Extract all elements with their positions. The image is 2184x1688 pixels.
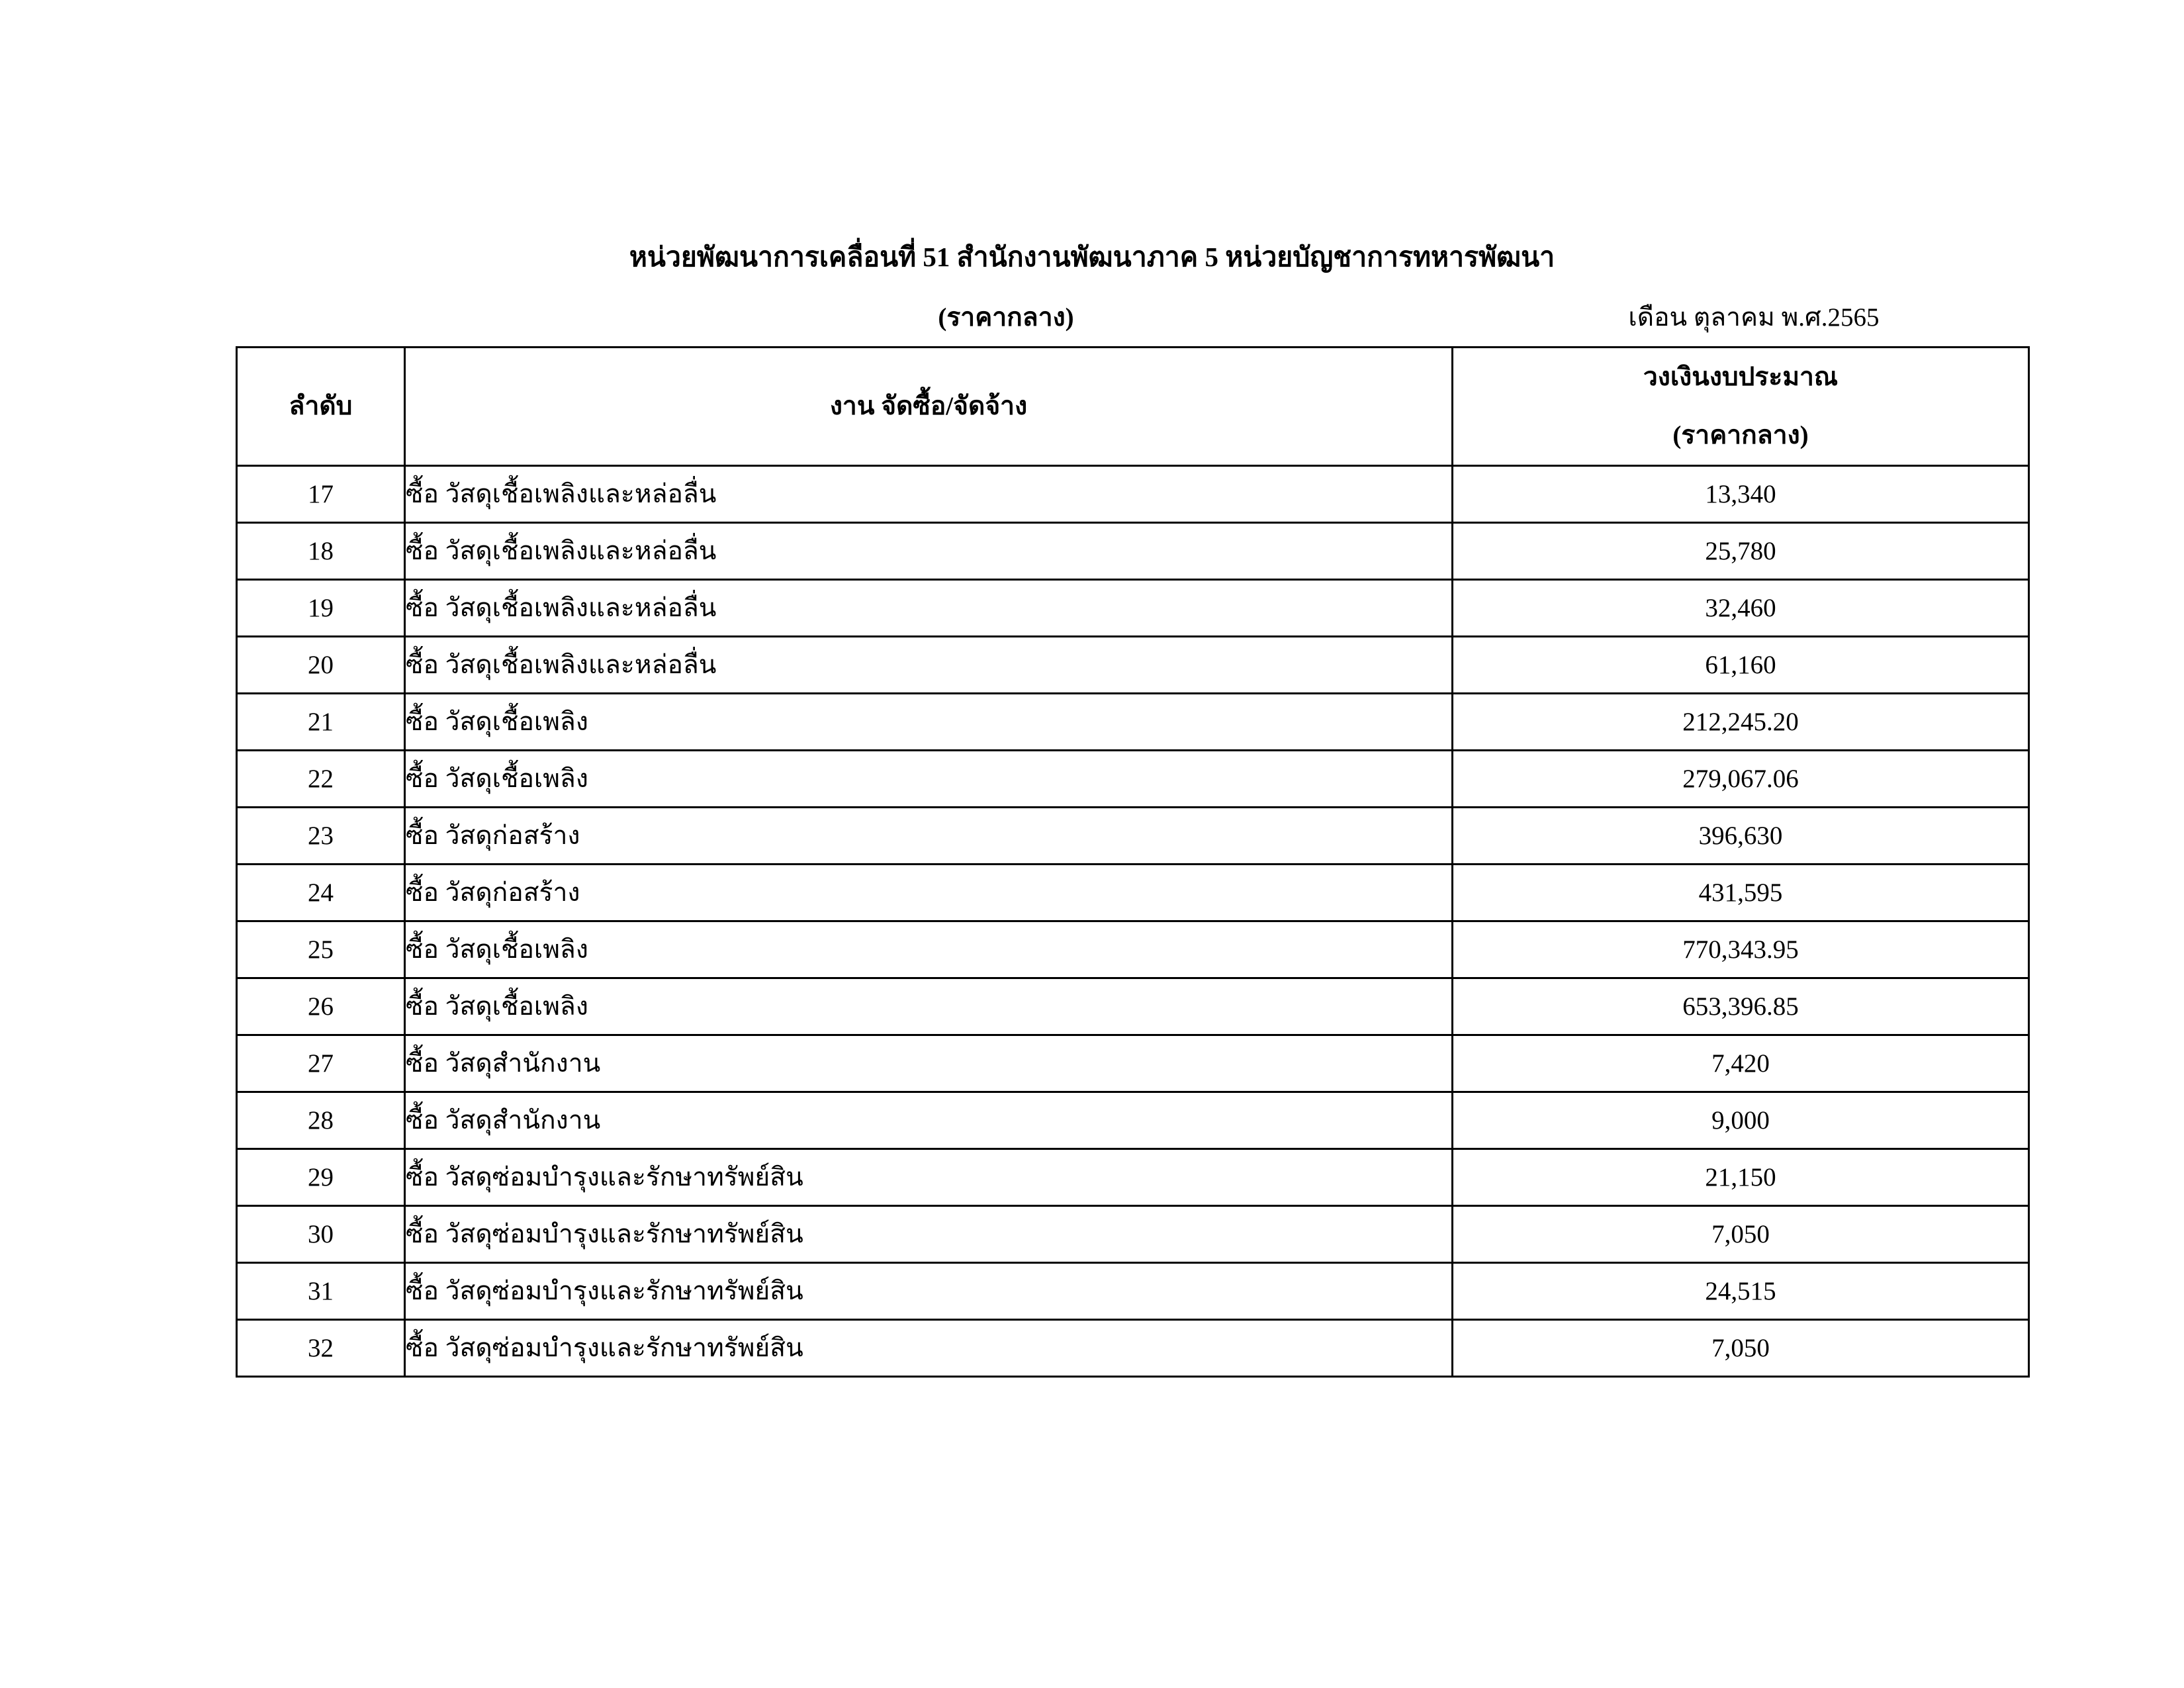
table-row (237, 580, 2029, 637)
table-row (237, 1206, 2029, 1263)
row-number: 21 (237, 694, 405, 751)
row-item: ซื้อ วัสดุสำนักงาน (405, 1092, 1453, 1149)
table-header-row (237, 348, 2029, 466)
table-row (237, 466, 2029, 523)
row-number: 25 (237, 921, 405, 978)
row-amount: 653,396.85 (1453, 978, 2029, 1035)
row-number: 27 (237, 1035, 405, 1092)
row-number: 22 (237, 751, 405, 808)
table-row (237, 978, 2029, 1035)
document-month: เดือน ตุลาคม พ.ศ.2565 (1628, 303, 1880, 332)
row-amount: 431,595 (1453, 865, 2029, 921)
column-header-amount (1453, 348, 2029, 466)
column-header-no: ลำดับ (237, 348, 405, 466)
row-amount: 7,050 (1453, 1206, 2029, 1263)
row-amount: 9,000 (1453, 1092, 2029, 1149)
row-number: 31 (237, 1263, 405, 1320)
row-amount: 279,067.06 (1453, 751, 2029, 808)
row-number: 23 (237, 808, 405, 865)
row-amount: 212,245.20 (1453, 694, 2029, 751)
row-number: 19 (237, 580, 405, 637)
table-row (237, 637, 2029, 694)
row-amount: 24,515 (1453, 1263, 2029, 1320)
row-item: ซื้อ วัสดุก่อสร้าง (405, 865, 1453, 921)
table-row (237, 751, 2029, 808)
budget-table (236, 346, 2030, 1378)
row-number: 29 (237, 1149, 405, 1206)
row-number: 32 (237, 1320, 405, 1377)
table-row (237, 1149, 2029, 1206)
table-row (237, 921, 2029, 978)
row-item: ซื้อ วัสดุซ่อมบำรุงและรักษาทรัพย์สิน (405, 1206, 1453, 1263)
row-item: ซื้อ วัสดุเชื้อเพลิงและหล่อลื่น (405, 523, 1453, 580)
row-number: 17 (237, 466, 405, 523)
row-amount: 32,460 (1453, 580, 2029, 637)
row-amount: 25,780 (1453, 523, 2029, 580)
column-header-amount-line1: วงเงินงบประมาณ (1643, 363, 1839, 391)
row-number: 20 (237, 637, 405, 694)
row-item: ซื้อ วัสดุซ่อมบำรุงและรักษาทรัพย์สิน (405, 1263, 1453, 1320)
row-item: ซื้อ วัสดุสำนักงาน (405, 1035, 1453, 1092)
table-row (237, 523, 2029, 580)
row-amount: 7,420 (1453, 1035, 2029, 1092)
table-row (237, 694, 2029, 751)
row-amount: 396,630 (1453, 808, 2029, 865)
column-header-amount-line2: (ราคากลาง) (1672, 421, 1809, 449)
row-number: 26 (237, 978, 405, 1035)
row-amount: 21,150 (1453, 1149, 2029, 1206)
row-item: ซื้อ วัสดุก่อสร้าง (405, 808, 1453, 865)
row-item: ซื้อ วัสดุเชื้อเพลิง (405, 694, 1453, 751)
row-item: ซื้อ วัสดุเชื้อเพลิง (405, 751, 1453, 808)
table-body (237, 466, 2029, 1377)
table-row (237, 1320, 2029, 1377)
row-item: ซื้อ วัสดุเชื้อเพลิง (405, 978, 1453, 1035)
row-amount: 7,050 (1453, 1320, 2029, 1377)
row-number: 30 (237, 1206, 405, 1263)
row-item: ซื้อ วัสดุเชื้อเพลิงและหล่อลื่น (405, 580, 1453, 637)
row-item: ซื้อ วัสดุเชื้อเพลิงและหล่อลื่น (405, 637, 1453, 694)
document-subtitle: (ราคากลาง) (938, 303, 1074, 332)
table-row (237, 865, 2029, 921)
row-amount: 61,160 (1453, 637, 2029, 694)
row-item: ซื้อ วัสดุเชื้อเพลิง (405, 921, 1453, 978)
table-row (237, 1035, 2029, 1092)
table-row (237, 1092, 2029, 1149)
table-row (237, 808, 2029, 865)
row-amount: 13,340 (1453, 466, 2029, 523)
column-header-item: งาน จัดซื้อ/จัดจ้าง (405, 348, 1453, 466)
row-amount: 770,343.95 (1453, 921, 2029, 978)
row-number: 18 (237, 523, 405, 580)
row-item: ซื้อ วัสดุซ่อมบำรุงและรักษาทรัพย์สิน (405, 1149, 1453, 1206)
row-number: 24 (237, 865, 405, 921)
document-title: หน่วยพัฒนาการเคลื่อนที่ 51 สำนักงานพัฒนาภาค 5 หน่วยบัญชาการทหารพัฒนา (629, 242, 1555, 272)
row-number: 28 (237, 1092, 405, 1149)
row-item: ซื้อ วัสดุซ่อมบำรุงและรักษาทรัพย์สิน (405, 1320, 1453, 1377)
table-row (237, 1263, 2029, 1320)
row-item: ซื้อ วัสดุเชื้อเพลิงและหล่อลื่น (405, 466, 1453, 523)
